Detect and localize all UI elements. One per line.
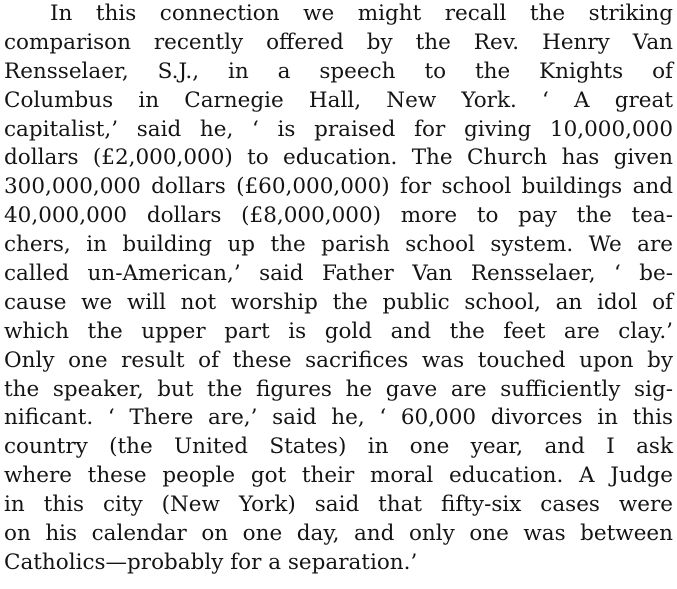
text-line: 40,000,000 dollars (£8,000,000) more to pay the tea- <box>4 203 673 229</box>
text-line: In this connection we might recall the striking <box>50 1 673 26</box>
text-line: the speaker, but the figures he gave are sufficiently sig- <box>4 376 673 402</box>
text-line: called un-American,’ said Father Van Rensselaer, ‘ be- <box>4 261 673 287</box>
text-line: dollars (£2,000,000) to education. The Church has given <box>4 145 673 171</box>
text-line: which the upper part is gold and the feet are clay.’ <box>4 318 673 344</box>
text-line: nificant. ‘ There are,’ said he, ‘ 60,000 divorces in this <box>4 405 673 431</box>
text-line: country (the United States) in one year, and I ask <box>4 434 673 460</box>
text-line: comparison recently offered by the Rev. Henry Van <box>4 29 673 55</box>
text-line: 300,000,000 dollars (£60,000,000) for school buildings and <box>4 174 673 200</box>
text-line: chers, in building up the parish school system. We are <box>4 232 673 258</box>
text-line: on his calendar on one day, and only one was between <box>4 521 673 547</box>
article-paragraph <box>4 0 673 578</box>
text-line: in this city (New York) said that fifty-six cases were <box>4 492 673 518</box>
text-line: Rensselaer, S.J., in a speech to the Knights of <box>4 58 673 84</box>
text-line: capitalist,’ said he, ‘ is praised for giving 10,000,000 <box>4 116 673 142</box>
text-line: Catholics—probably for a separation.’ <box>4 549 418 575</box>
text-line: cause we will not worship the public school, an idol of <box>4 289 673 315</box>
text-line: Columbus in Carnegie Hall, New York. ‘ A great <box>4 87 673 113</box>
text-line: where these people got their moral education. A Judge <box>4 463 673 489</box>
text-line: Only one result of these sacrifices was touched upon by <box>4 347 673 373</box>
